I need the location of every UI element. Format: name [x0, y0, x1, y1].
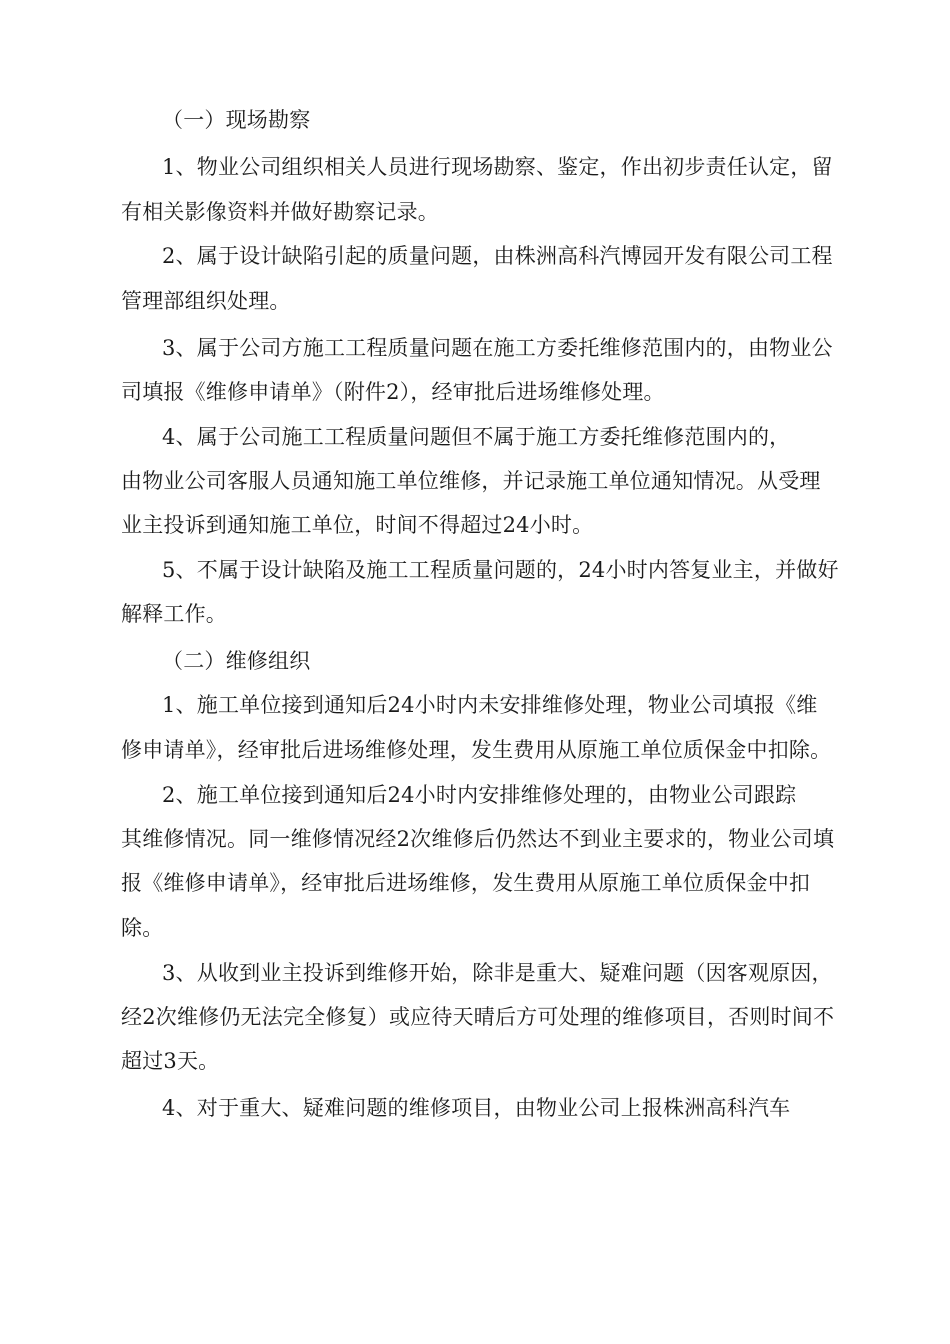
paragraph-line: 司填报《维修申请单》（附件2），经审批后进场维修处理。 — [121, 380, 665, 404]
paragraph-line: 除。 — [121, 916, 164, 940]
paragraph-line: 5、不属于设计缺陷及施工工程质量问题的，24小时内答复业主，并做好 — [162, 558, 839, 582]
paragraph-line: 2、属于设计缺陷引起的质量问题，由株洲高科汽博园开发有限公司工程 — [162, 244, 833, 268]
paragraph-line: 经2次维修仍无法完全修复）或应待天晴后方可处理的维修项目，否则时间不 — [121, 1005, 835, 1029]
paragraph-line: 管理部组织处理。 — [121, 289, 291, 313]
paragraph-line: 4、属于公司施工工程质量问题但不属于施工方委托维修范围内的， — [162, 425, 791, 449]
paragraph-line: 4、对于重大、疑难问题的维修项目，由物业公司上报株洲高科汽车 — [162, 1096, 791, 1120]
paragraph-line: 1、施工单位接到通知后24小时内未安排维修处理，物业公司填报《维 — [162, 693, 818, 717]
paragraph-line: 解释工作。 — [121, 602, 227, 626]
section-heading-site-survey: （一）现场勘察 — [162, 108, 311, 132]
paragraph-line: 超过3天。 — [121, 1049, 220, 1073]
paragraph-line: 2、施工单位接到通知后24小时内安排维修处理的，由物业公司跟踪 — [162, 783, 797, 807]
paragraph-line: 报《维修申请单》，经审批后进场维修，发生费用从原施工单位质保金中扣 — [121, 871, 811, 895]
paragraph-line: 其维修情况。同一维修情况经2次维修后仍然达不到业主要求的，物业公司填 — [121, 827, 835, 851]
paragraph-line: 由物业公司客服人员通知施工单位维修，并记录施工单位通知情况。从受理 — [121, 469, 821, 493]
paragraph-line: 修申请单》，经审批后进场维修处理，发生费用从原施工单位质保金中扣除。 — [121, 738, 832, 762]
paragraph-line: 业主投诉到通知施工单位，时间不得超过24小时。 — [121, 513, 594, 537]
section-heading-repair-organization: （二）维修组织 — [162, 649, 311, 673]
paragraph-line: 1、物业公司组织相关人员进行现场勘察、鉴定，作出初步责任认定，留 — [162, 155, 833, 179]
paragraph-line: 有相关影像资料并做好勘察记录。 — [121, 200, 439, 224]
paragraph-line: 3、从收到业主投诉到维修开始，除非是重大、疑难问题（因客观原因， — [162, 961, 833, 985]
paragraph-line: 3、属于公司方施工工程质量问题在施工方委托维修范围内的，由物业公 — [162, 336, 833, 360]
